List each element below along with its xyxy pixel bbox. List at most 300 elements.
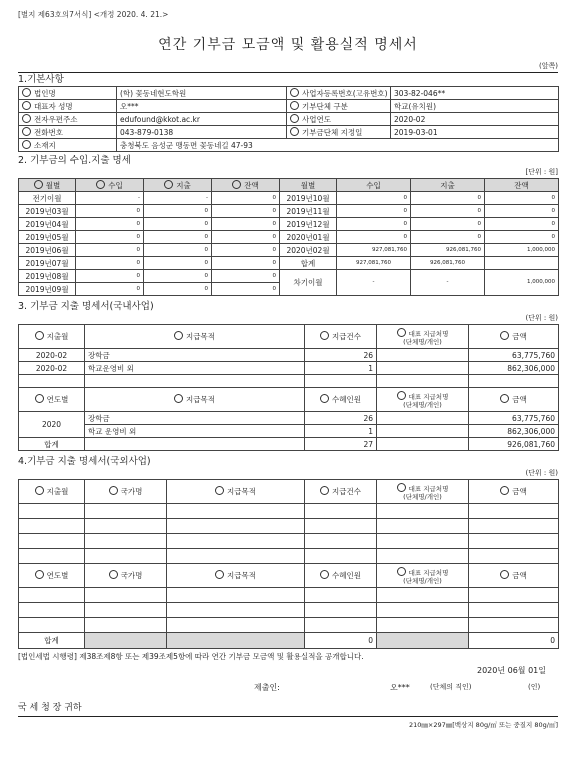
label-text: (단체명/개인) xyxy=(403,337,442,346)
cell: 차기이월 xyxy=(280,270,337,296)
table-row xyxy=(19,231,559,244)
cell: 0 xyxy=(212,231,280,244)
cell xyxy=(167,633,305,649)
label-cell xyxy=(19,126,117,139)
cell: 043-879-0138 xyxy=(117,126,287,139)
bullet-marker-icon xyxy=(215,486,224,495)
cell: 2019년04월 xyxy=(19,218,76,231)
cell: 오*** xyxy=(117,100,287,113)
cell xyxy=(305,588,377,603)
label-text: 잔액 xyxy=(244,180,259,190)
cell: 0 xyxy=(144,231,212,244)
cell xyxy=(19,618,85,633)
label-text: 사업연도 xyxy=(302,114,331,124)
cell: 862,306,000 xyxy=(469,362,559,375)
label-text: 법인명 xyxy=(34,88,56,98)
table-row xyxy=(19,257,559,270)
submitter-name: 오*** xyxy=(390,683,410,692)
cell: 63,775,760 xyxy=(469,349,559,362)
cell: 0 xyxy=(411,205,485,218)
submitter-label: 제출인: xyxy=(254,683,280,692)
cell: 26 xyxy=(305,349,377,362)
cell: 0 xyxy=(144,218,212,231)
cell xyxy=(85,438,305,451)
bullet-marker-icon xyxy=(320,486,329,495)
cell xyxy=(19,375,85,388)
cell xyxy=(85,549,167,564)
cell xyxy=(377,549,469,564)
table-row xyxy=(19,504,559,519)
cell xyxy=(377,349,469,362)
cell xyxy=(469,618,559,633)
cell xyxy=(167,588,305,603)
bullet-marker-icon xyxy=(290,114,299,123)
cell xyxy=(85,588,167,603)
cell: 합계 xyxy=(19,633,85,649)
cell: 0 xyxy=(469,633,559,649)
cell: 2019년11월 xyxy=(280,205,337,218)
cell: 0 xyxy=(144,244,212,257)
table-row xyxy=(19,87,559,100)
label-text: 금액 xyxy=(512,571,527,580)
bullet-marker-icon xyxy=(174,394,183,403)
section-2-title: 2. 기부금의 수입.지출 명세 xyxy=(18,155,131,166)
label-cell xyxy=(85,480,167,504)
label-text: 기부금단체 지정일 xyxy=(302,127,363,137)
cell: 2019년07월 xyxy=(19,257,76,270)
cell xyxy=(485,257,559,270)
cell: 합계 xyxy=(19,438,85,451)
cell xyxy=(377,362,469,375)
cell: - xyxy=(144,192,212,205)
label-cell xyxy=(85,564,167,588)
cell: 2019년06월 xyxy=(19,244,76,257)
table-row xyxy=(19,205,559,218)
cell: 0 xyxy=(485,218,559,231)
cell: 0 xyxy=(212,192,280,205)
cell xyxy=(305,504,377,519)
cell: 1 xyxy=(305,362,377,375)
cell xyxy=(167,504,305,519)
bullet-marker-icon xyxy=(35,570,44,579)
label-cell xyxy=(19,113,117,126)
cell: 0 xyxy=(411,231,485,244)
cell: 0 xyxy=(212,257,280,270)
table-row xyxy=(19,375,559,388)
bullet-marker-icon xyxy=(397,567,406,576)
bullet-marker-icon xyxy=(397,391,406,400)
table-row xyxy=(19,549,559,564)
section-3-title: 3. 기부금 지출 명세서(국내사업) xyxy=(18,301,154,312)
cell: 2020-02 xyxy=(391,113,559,126)
label-text: (단체명/개인) xyxy=(403,576,442,585)
cell xyxy=(305,375,377,388)
label-text: 전자우편주소 xyxy=(34,114,78,124)
cell: 0 xyxy=(212,244,280,257)
label-text: 지급목적 xyxy=(186,332,215,341)
cell xyxy=(469,603,559,618)
label-text: 대표자 성명 xyxy=(34,101,73,111)
bullet-marker-icon xyxy=(320,331,329,340)
payee-header xyxy=(377,480,469,504)
label-text: 금액 xyxy=(512,395,527,404)
table-row xyxy=(19,519,559,534)
bullet-marker-icon xyxy=(290,127,299,136)
cell: 0 xyxy=(76,205,144,218)
bullet-marker-icon xyxy=(22,88,31,97)
label-text: 지급건수 xyxy=(332,487,361,496)
bullet-marker-icon xyxy=(215,570,224,579)
cell xyxy=(377,519,469,534)
cell: 2019년03월 xyxy=(19,205,76,218)
cell: 0 xyxy=(76,244,144,257)
cell xyxy=(85,633,167,649)
section-1-title: 1.기본사항 xyxy=(18,72,558,86)
cell: 1,000,000 xyxy=(485,244,559,257)
cell: 2019년05월 xyxy=(19,231,76,244)
label-cell xyxy=(212,179,280,192)
table-row xyxy=(19,349,559,362)
cell xyxy=(167,549,305,564)
bullet-marker-icon xyxy=(500,331,509,340)
cell: 927,081,760 xyxy=(337,257,411,270)
bullet-marker-icon xyxy=(232,180,241,189)
label-text: 지급건수 xyxy=(332,332,361,341)
cell: 2019년12월 xyxy=(280,218,337,231)
label-text: 국가명 xyxy=(120,487,143,496)
section-4-title: 4.기부금 지출 명세서(국외사업) xyxy=(18,456,151,467)
label-text: 대표 지급처명 xyxy=(408,484,449,493)
label-cell xyxy=(19,564,85,588)
cell: 학교운영비 외 xyxy=(85,362,305,375)
cell xyxy=(19,603,85,618)
label-cell xyxy=(167,564,305,588)
label-cell xyxy=(19,179,76,192)
label-cell xyxy=(469,388,559,412)
label-text: 사업자등록번호(고유번호) xyxy=(302,88,388,98)
total-row xyxy=(19,438,559,451)
cell: 26 xyxy=(305,412,377,425)
cell xyxy=(305,549,377,564)
bullet-marker-icon xyxy=(320,570,329,579)
cell xyxy=(85,504,167,519)
label-text: 지출 xyxy=(176,180,191,190)
label-text: 월별 xyxy=(45,180,61,190)
cell: 0 xyxy=(305,633,377,649)
bullet-marker-icon xyxy=(109,570,118,579)
overseas-expense-table xyxy=(18,479,559,649)
label-text: 전화번호 xyxy=(34,127,63,137)
label-cell xyxy=(19,139,117,152)
cell: 0 xyxy=(212,283,280,296)
cell xyxy=(85,519,167,534)
payee-header xyxy=(377,388,469,412)
label-cell xyxy=(144,179,212,192)
section-2-unit: [단위 : 원] xyxy=(525,168,558,176)
table-row xyxy=(19,603,559,618)
label-text: 금액 xyxy=(512,487,527,496)
cell: 0 xyxy=(144,270,212,283)
cell xyxy=(85,534,167,549)
table-row xyxy=(19,270,559,283)
cell xyxy=(469,588,559,603)
cell: 2019-03-01 xyxy=(391,126,559,139)
table-row xyxy=(19,425,559,438)
cell xyxy=(19,504,85,519)
label-cell xyxy=(469,325,559,349)
table-row xyxy=(19,218,559,231)
payee-header xyxy=(377,564,469,588)
section-3-unit: (단위 : 원) xyxy=(525,314,558,322)
cell: 0 xyxy=(144,257,212,270)
cell: 2020-02 xyxy=(19,362,85,375)
cell: 합계 xyxy=(280,257,337,270)
table-header-row xyxy=(19,480,559,504)
table-row xyxy=(19,534,559,549)
bullet-marker-icon xyxy=(320,394,329,403)
label-text: 연도별 xyxy=(46,571,69,580)
cell: 2020-02 xyxy=(19,349,85,362)
income-expense-table xyxy=(18,178,559,296)
cell xyxy=(377,412,469,425)
seal-mark: (인) xyxy=(528,683,541,691)
cell: 장학금 xyxy=(85,412,305,425)
cell xyxy=(469,549,559,564)
bullet-marker-icon xyxy=(164,180,173,189)
bullet-marker-icon xyxy=(174,331,183,340)
label-cell xyxy=(19,87,117,100)
cell: 2020년01월 xyxy=(280,231,337,244)
cell xyxy=(469,519,559,534)
bullet-marker-icon xyxy=(500,486,509,495)
label-text: 수혜인원 xyxy=(332,395,361,404)
cell xyxy=(469,375,559,388)
cell xyxy=(19,549,85,564)
cell xyxy=(377,425,469,438)
cell xyxy=(377,618,469,633)
tax-form xyxy=(18,8,558,729)
label-cell xyxy=(305,325,377,349)
cell: 63,775,760 xyxy=(469,412,559,425)
table-row xyxy=(19,126,559,139)
cell: 27 xyxy=(305,438,377,451)
cell xyxy=(377,534,469,549)
label-cell xyxy=(167,480,305,504)
cell xyxy=(377,504,469,519)
cell xyxy=(19,534,85,549)
cell: 303-82-046** xyxy=(391,87,559,100)
cell: 0 xyxy=(485,231,559,244)
label-text: 대표 지급처명 xyxy=(408,329,449,338)
label-text: (단체명/개인) xyxy=(403,400,442,409)
bullet-marker-icon xyxy=(22,101,31,110)
label-cell xyxy=(469,480,559,504)
cell xyxy=(377,603,469,618)
cell: 0 xyxy=(337,192,411,205)
cell xyxy=(305,519,377,534)
cell: 2020 xyxy=(19,412,85,438)
bullet-marker-icon xyxy=(22,127,31,136)
bullet-marker-icon xyxy=(96,180,105,189)
bullet-marker-icon xyxy=(35,394,44,403)
bullet-marker-icon xyxy=(22,114,31,123)
label-cell xyxy=(287,126,391,139)
cell xyxy=(377,375,469,388)
cell: 0 xyxy=(337,231,411,244)
label-cell xyxy=(469,564,559,588)
label-text: 수입 xyxy=(108,180,123,190)
label-cell xyxy=(19,388,85,412)
cell: 충청북도 음성군 맹동면 꽃동네길 47-93 xyxy=(117,139,559,152)
bullet-marker-icon xyxy=(34,180,43,189)
basic-info-table xyxy=(18,86,559,152)
table-row xyxy=(19,192,559,205)
cell: 2020년02월 xyxy=(280,244,337,257)
table-row xyxy=(19,412,559,425)
label-text: 지급목적 xyxy=(227,571,256,580)
submitter-note: (단체의 직인) xyxy=(430,683,472,691)
recipient: 국 세 청 장 귀하 xyxy=(18,700,558,717)
cell: 926,081,760 xyxy=(469,438,559,451)
cell xyxy=(85,603,167,618)
cell: (학) 꽃동네현도학원 xyxy=(117,87,287,100)
section-4-unit: (단위 : 원) xyxy=(525,469,558,477)
cell: 0 xyxy=(212,270,280,283)
table-row xyxy=(19,618,559,633)
label-text: 대표 지급처명 xyxy=(408,568,449,577)
cell: 잔액 xyxy=(485,179,559,192)
cell: 0 xyxy=(144,283,212,296)
label-text: 금액 xyxy=(512,332,527,341)
cell: 학교 운영비 외 xyxy=(85,425,305,438)
cell xyxy=(167,618,305,633)
cell: 0 xyxy=(485,192,559,205)
table-header-row xyxy=(19,388,559,412)
label-text: 지급목적 xyxy=(186,395,215,404)
cell: 장학금 xyxy=(85,349,305,362)
cell: 0 xyxy=(212,218,280,231)
cell: 0 xyxy=(76,270,144,283)
cell: 전기이월 xyxy=(19,192,76,205)
cell: 수입 xyxy=(337,179,411,192)
payee-header xyxy=(377,325,469,349)
cell: 2019년08월 xyxy=(19,270,76,283)
cell: 862,306,000 xyxy=(469,425,559,438)
cell xyxy=(377,588,469,603)
cell: 2019년09월 xyxy=(19,283,76,296)
bullet-marker-icon xyxy=(500,394,509,403)
cell: 0 xyxy=(411,192,485,205)
cell: 0 xyxy=(76,231,144,244)
cell: 926,081,760 xyxy=(411,257,485,270)
cell: 학교(유치원) xyxy=(391,100,559,113)
bullet-marker-icon xyxy=(35,331,44,340)
cell xyxy=(377,633,469,649)
label-text: (단체명/개인) xyxy=(403,492,442,501)
bullet-marker-icon xyxy=(500,570,509,579)
cell: edufound@kkot.ac.kr xyxy=(117,113,287,126)
cell xyxy=(377,438,469,451)
label-cell xyxy=(287,87,391,100)
label-cell xyxy=(305,564,377,588)
bullet-marker-icon xyxy=(35,486,44,495)
label-cell xyxy=(287,113,391,126)
label-text: 지출월 xyxy=(46,487,69,496)
cell xyxy=(469,504,559,519)
cell: 926,081,760 xyxy=(411,244,485,257)
side-label: (앞쪽) xyxy=(539,62,558,70)
label-text: 기부단체 구분 xyxy=(302,101,348,111)
label-text: 연도별 xyxy=(46,395,69,404)
table-row xyxy=(19,100,559,113)
label-text: 수혜인원 xyxy=(332,571,361,580)
total-row xyxy=(19,633,559,649)
cell xyxy=(305,618,377,633)
label-text: 지급목적 xyxy=(227,487,256,496)
cell: 927,081,760 xyxy=(337,244,411,257)
cell: 0 xyxy=(76,257,144,270)
cell: 1 xyxy=(305,425,377,438)
cell: 0 xyxy=(411,218,485,231)
cell: 0 xyxy=(337,218,411,231)
page-title: 연간 기부금 모금액 및 활용실적 명세서 xyxy=(158,37,418,53)
cell xyxy=(19,588,85,603)
label-cell xyxy=(76,179,144,192)
label-cell xyxy=(19,480,85,504)
table-row xyxy=(19,139,559,152)
paper-spec: 210㎜×297㎜[백상지 80g/㎡ 또는 중질지 80g/㎡] xyxy=(408,721,558,729)
label-text: 국가명 xyxy=(120,571,143,580)
label-cell xyxy=(287,100,391,113)
cell: 0 xyxy=(485,205,559,218)
label-cell xyxy=(305,388,377,412)
cell: 0 xyxy=(144,205,212,218)
table-header-row xyxy=(19,564,559,588)
cell xyxy=(167,603,305,618)
bullet-marker-icon xyxy=(22,140,31,149)
form-header-note: [별지 제63호의7서식] <개정 2020. 4. 21.> xyxy=(18,10,169,19)
table-row xyxy=(19,113,559,126)
cell: 0 xyxy=(212,205,280,218)
cell: 0 xyxy=(76,218,144,231)
domestic-expense-table xyxy=(18,324,559,451)
label-text: 대표 지급처명 xyxy=(408,392,449,401)
cell xyxy=(305,603,377,618)
bullet-marker-icon xyxy=(109,486,118,495)
bullet-marker-icon xyxy=(290,101,299,110)
cell: - xyxy=(411,270,485,296)
cell: - xyxy=(76,192,144,205)
table-row xyxy=(19,588,559,603)
table-header-row xyxy=(19,179,559,192)
bullet-marker-icon xyxy=(397,483,406,492)
cell: 0 xyxy=(76,283,144,296)
cell xyxy=(19,519,85,534)
law-notice: [법인세법 시행령] 제38조제8항 또는 제39조제5항에 따라 연간 기부금 모금액 및 활용실적을 공개합니다. xyxy=(18,652,364,661)
bullet-marker-icon xyxy=(397,328,406,337)
label-cell xyxy=(19,100,117,113)
table-row xyxy=(19,362,559,375)
label-cell xyxy=(85,325,305,349)
label-text: 지출월 xyxy=(46,332,69,341)
bullet-marker-icon xyxy=(290,88,299,97)
cell xyxy=(85,618,167,633)
cell: 0 xyxy=(337,205,411,218)
table-row xyxy=(19,244,559,257)
cell: - xyxy=(337,270,411,296)
cell xyxy=(305,534,377,549)
table-header-row xyxy=(19,325,559,349)
